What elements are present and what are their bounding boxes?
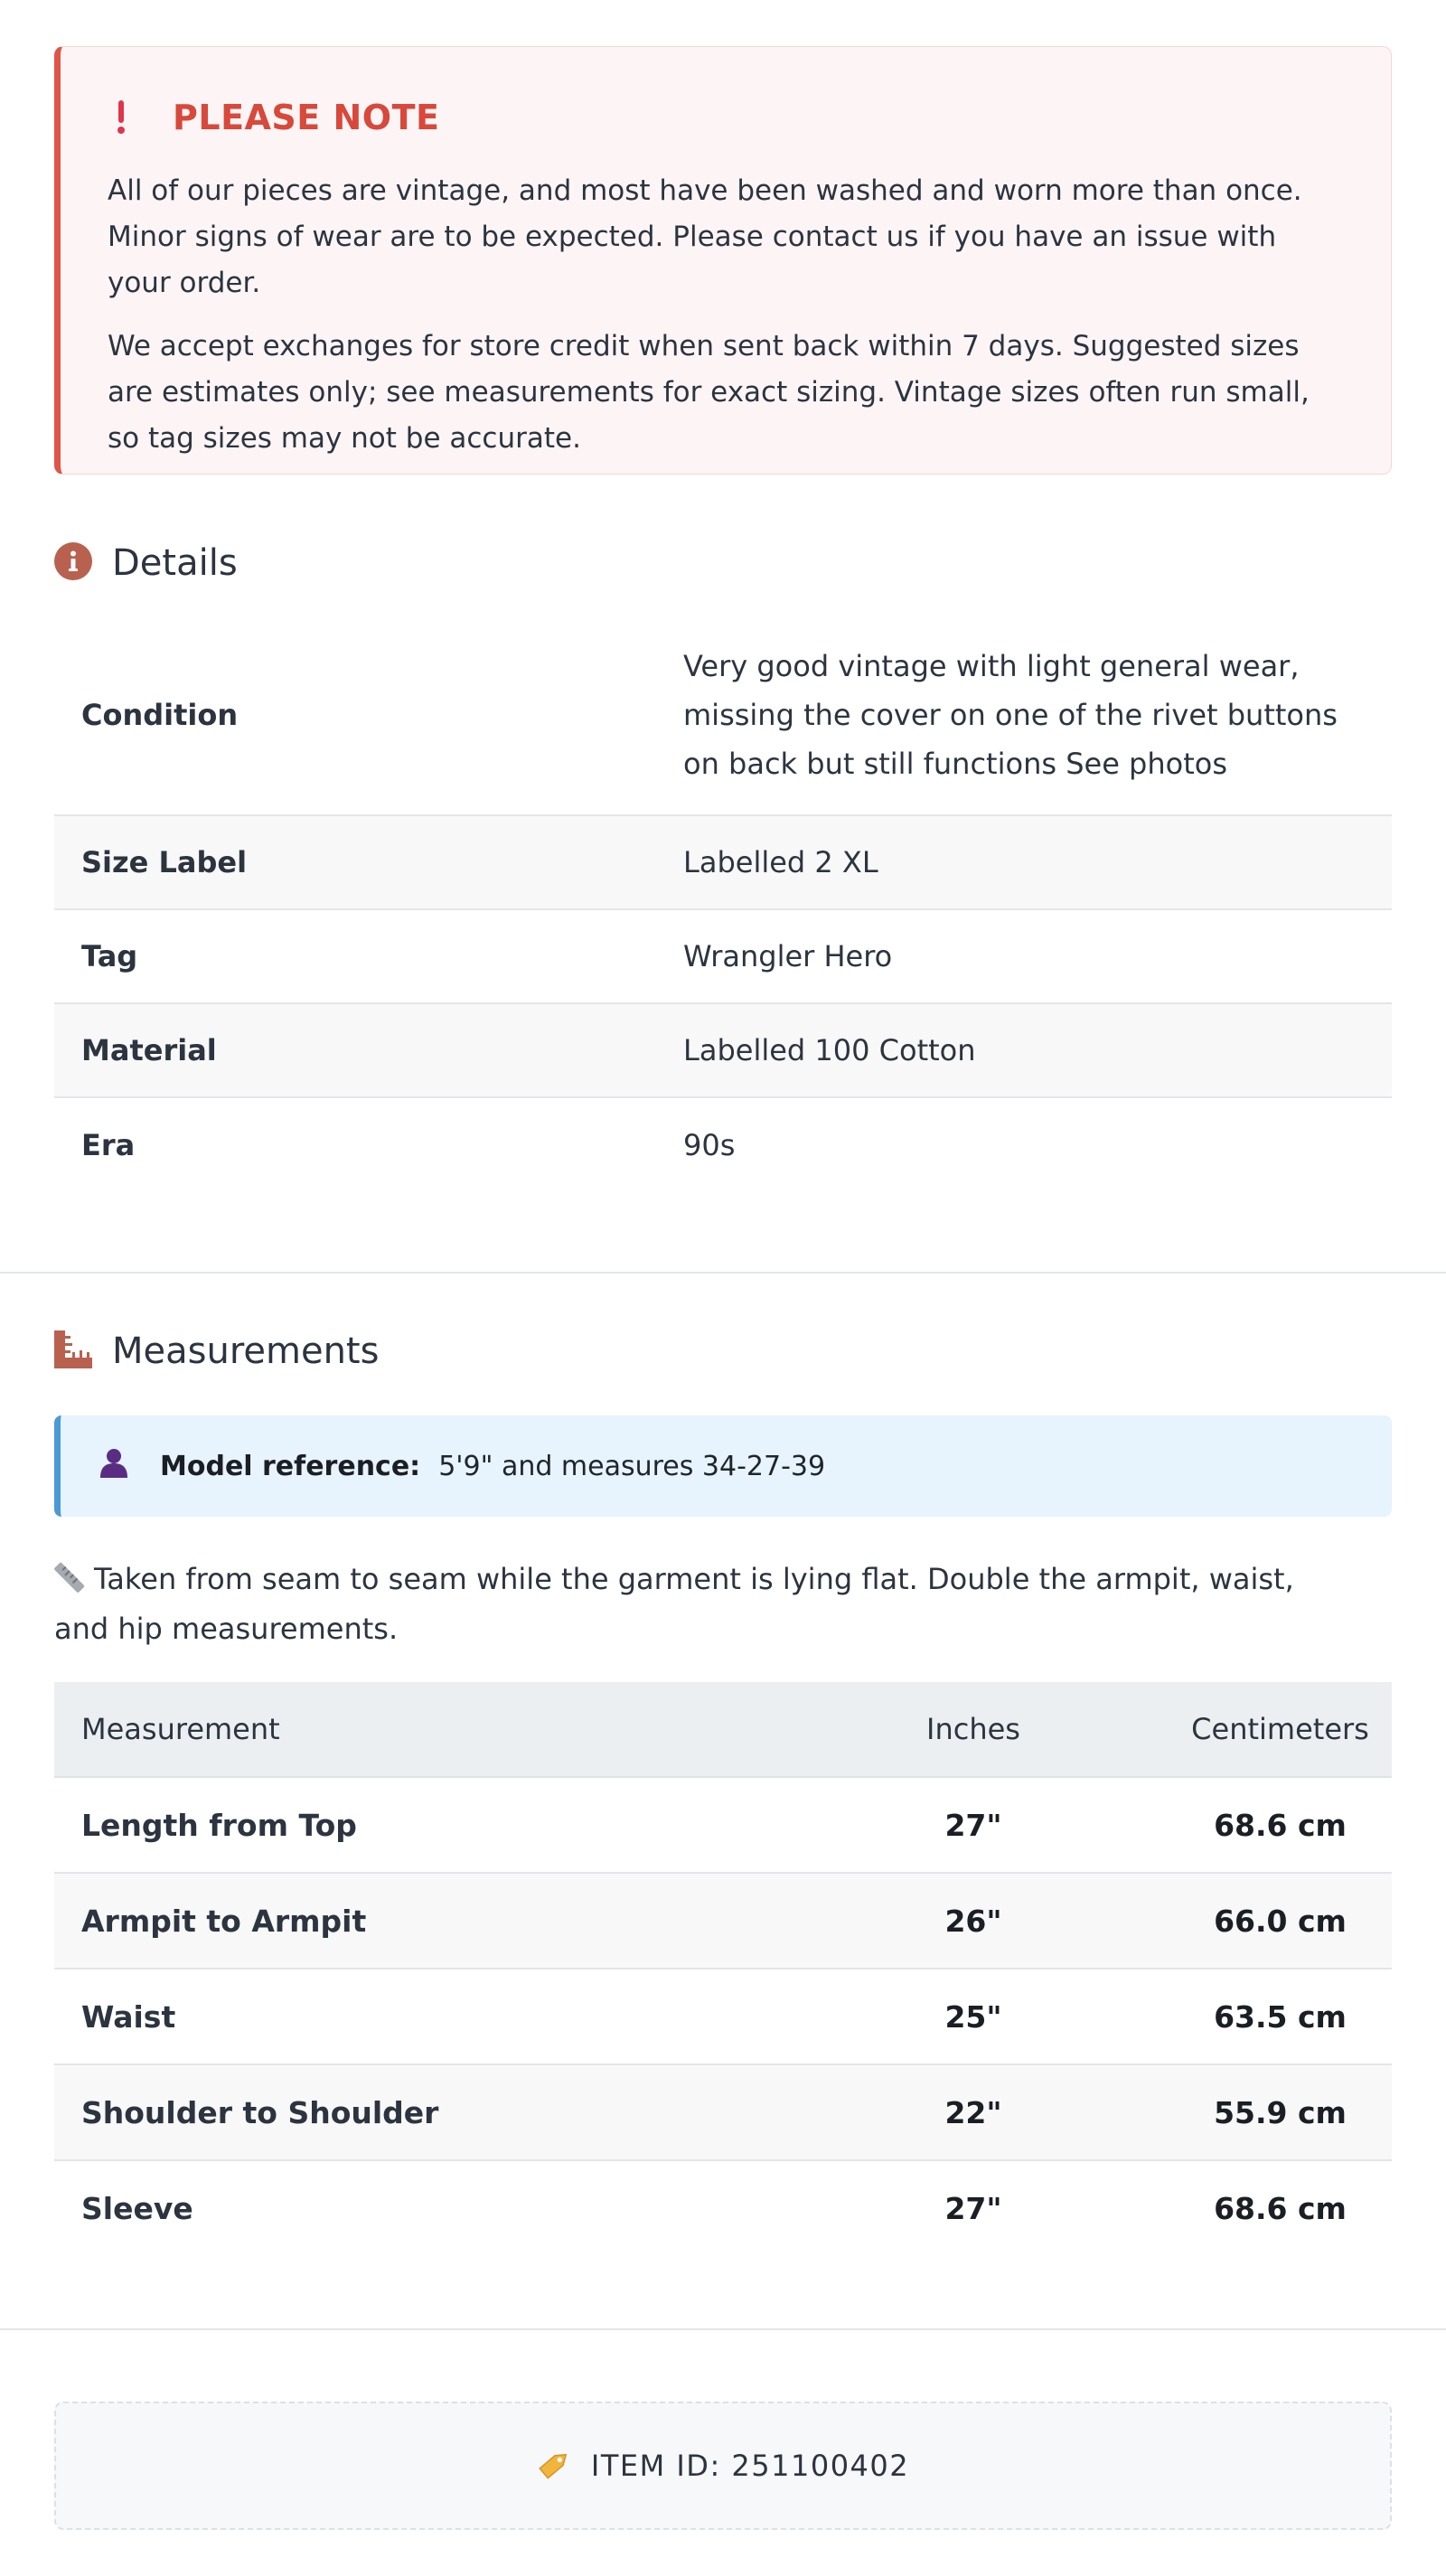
measurement-name: Shoulder to Shoulder (54, 2064, 778, 2160)
measurement-name: Armpit to Armpit (54, 1873, 778, 1969)
measurements-heading (54, 1330, 379, 1372)
table-row (54, 815, 1392, 909)
table-row (54, 615, 1392, 815)
column-header-centimeters: Centimeters (1169, 1682, 1392, 1777)
table-row (54, 1777, 1392, 1873)
note-paragraph-1: All of our pieces are vintage, and most have been washed and worn more than once. Minor signs of wear are to be expected. Please contact us if you have an issue with your order. (108, 174, 1302, 299)
detail-value: Wrangler Hero (656, 909, 1392, 1003)
column-header-inches: Inches (778, 1682, 1169, 1777)
detail-label: Size Label (54, 815, 656, 909)
note-paragraph-2: We accept exchanges for store credit when sent back within 7 days. Suggested sizes are estimates only; see measurements for exact sizing. Vintage sizes often run small, so tag sizes may not be accurate. (108, 330, 1310, 455)
table-row (54, 2064, 1392, 2160)
table-row (54, 2160, 1392, 2255)
tag-icon (537, 2446, 573, 2486)
info-icon (54, 542, 92, 584)
measurements-title: Measurements (112, 1330, 380, 1372)
item-id-box (54, 2402, 1392, 2530)
table-row (54, 1969, 1392, 2064)
measurement-inches: 27" (944, 2190, 1002, 2226)
measurement-name: Sleeve (81, 2190, 193, 2226)
table-row (54, 1873, 1392, 1969)
measurement-inches: 27" (778, 1777, 1169, 1873)
measurement-cm: 68.6 cm (1214, 2190, 1347, 2226)
model-reference-box (54, 1415, 1392, 1517)
ruler-small-icon (54, 1560, 85, 1606)
detail-label: Tag (54, 909, 656, 1003)
detail-label: Condition (54, 615, 656, 815)
measurement-cm: 55.9 cm (1169, 2064, 1392, 2160)
measurement-note-text: Taken from seam to seam while the garment is lying flat. Double the armpit, waist, and hip measurements. (54, 1562, 1294, 1646)
measurement-cm: 63.5 cm (1169, 1969, 1392, 2064)
measurement-cm: 66.0 cm (1169, 1873, 1392, 1969)
measurements-table (54, 1682, 1392, 2255)
details-heading (54, 542, 238, 584)
model-reference-value: 5'9" and measures 34-27-39 (438, 1450, 826, 1482)
note-title: PLEASE NOTE (173, 98, 440, 137)
table-row (54, 909, 1392, 1003)
table-row (54, 1003, 1392, 1097)
details-title: Details (112, 542, 238, 584)
please-note-box (54, 46, 1392, 475)
section-divider (0, 2328, 1446, 2330)
item-id-text: ITEM ID: 251100402 (590, 2449, 910, 2483)
measurement-name: Length from Top (54, 1777, 778, 1873)
detail-value: 90s (683, 1127, 736, 1162)
measurement-name: Waist (54, 1969, 778, 2064)
detail-label: Material (54, 1003, 656, 1097)
column-header-measurement: Measurement (54, 1682, 778, 1777)
detail-value: Very good vintage with light general wear, missing the cover on one of the rivet buttons on back but still functions See photos (656, 615, 1392, 815)
table-header-row (54, 1682, 1392, 1777)
details-table (54, 615, 1392, 1191)
person-icon (99, 1447, 129, 1485)
note-header (108, 99, 1346, 136)
detail-value: Labelled 2 XL (656, 815, 1392, 909)
table-row (54, 1097, 1392, 1191)
measurement-inches: 25" (778, 1969, 1169, 2064)
detail-label: Era (81, 1127, 136, 1162)
measurement-cm: 68.6 cm (1169, 1777, 1392, 1873)
measurement-inches: 22" (778, 2064, 1169, 2160)
model-reference-label: Model reference: (160, 1450, 421, 1482)
measurement-note (54, 1556, 1319, 1652)
detail-value: Labelled 100 Cotton (656, 1003, 1392, 1097)
exclamation-icon (108, 100, 135, 135)
section-divider (0, 1272, 1446, 1274)
ruler-icon (54, 1330, 92, 1372)
measurement-inches: 26" (778, 1873, 1169, 1969)
